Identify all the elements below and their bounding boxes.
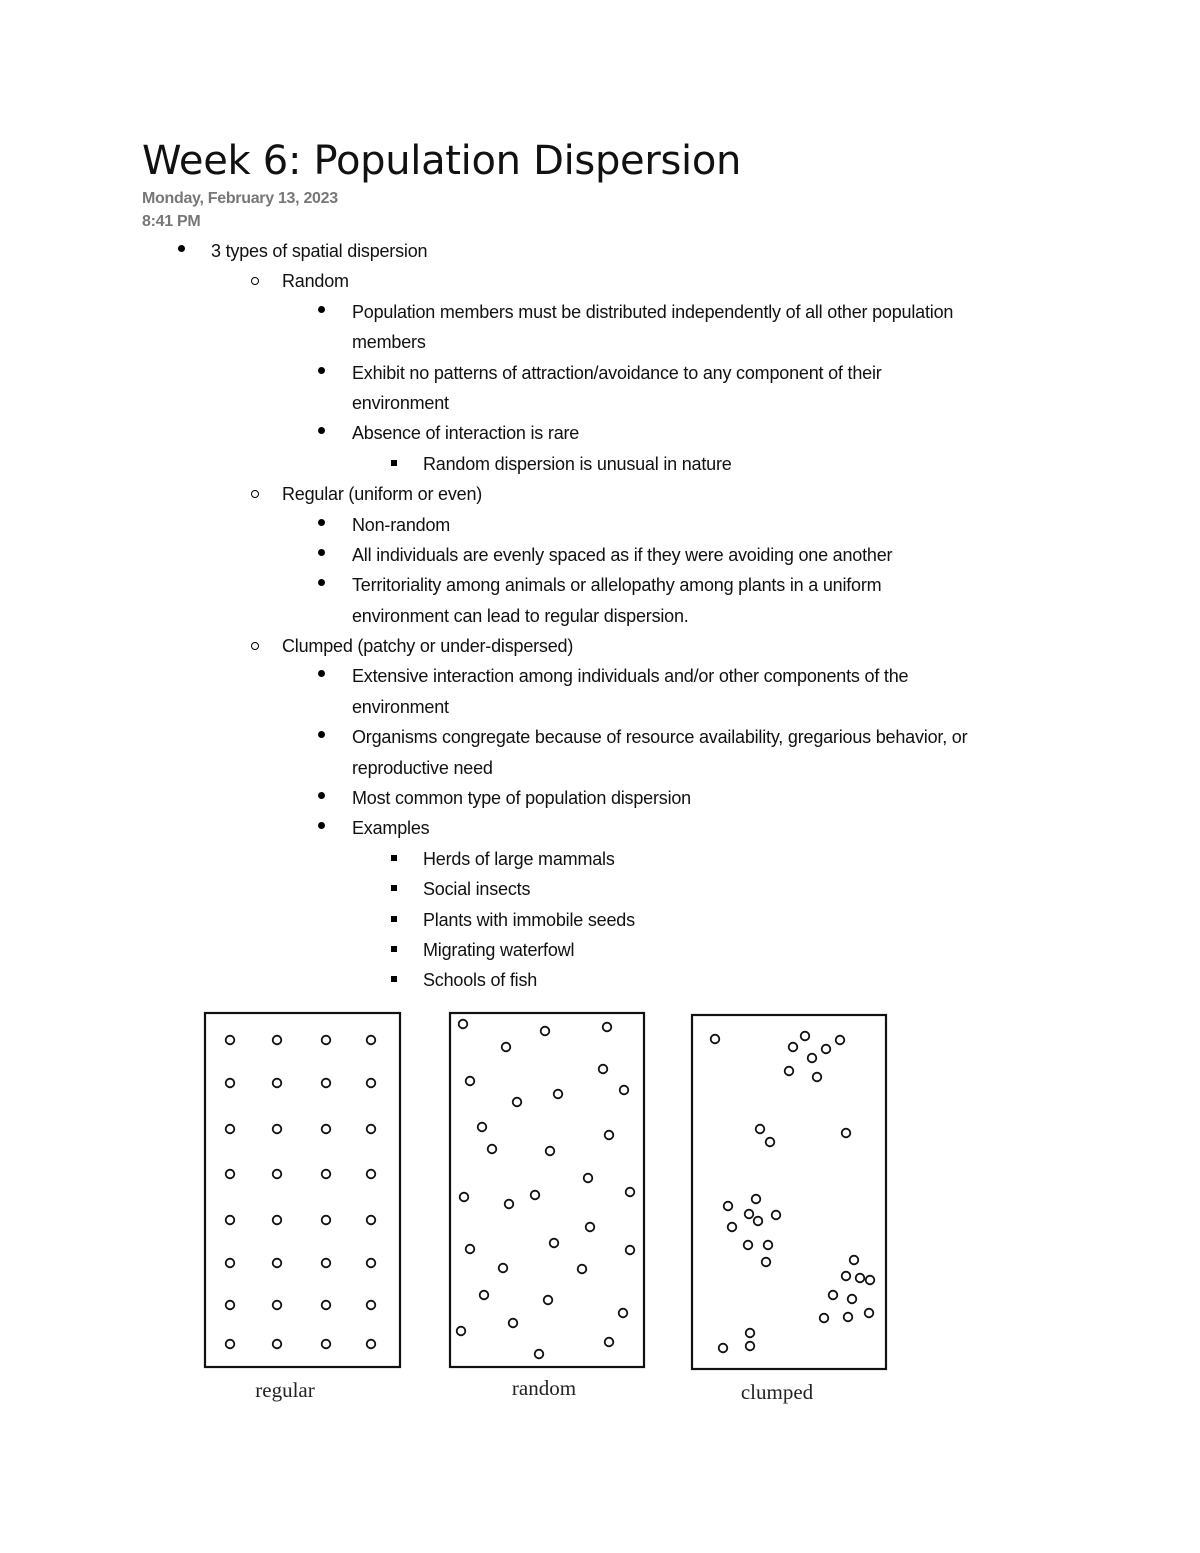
- outline-text: Organisms congregate because of resource availability, gregarious behavior, or: [352, 727, 968, 748]
- outline-text: Population members must be distributed independently of all other population: [352, 301, 954, 322]
- individual-dot: [578, 1265, 587, 1274]
- individual-dot: [460, 1193, 469, 1202]
- individual-dot: [531, 1191, 540, 1200]
- outline-text: Most common type of population dispersion: [352, 788, 691, 809]
- individual-dot: [865, 1309, 874, 1318]
- individual-dot: [226, 1170, 235, 1179]
- individual-dot: [728, 1223, 737, 1232]
- note-time: 8:41 PM: [142, 213, 201, 230]
- outline-text: Social insects: [423, 879, 531, 900]
- individual-dot: [605, 1131, 614, 1140]
- individual-dot: [544, 1296, 553, 1305]
- individual-dot: [273, 1125, 282, 1134]
- individual-dot: [836, 1036, 845, 1045]
- clumped-panel: [692, 1015, 886, 1369]
- individual-dot: [480, 1291, 489, 1300]
- outline-text: All individuals are evenly spaced as if they were avoiding one another: [352, 544, 893, 565]
- individual-dot: [226, 1259, 235, 1268]
- outline-text: Schools of fish: [423, 970, 538, 991]
- individual-dot: [724, 1202, 733, 1211]
- individual-dot: [273, 1301, 282, 1310]
- outline-text: Herds of large mammals: [423, 848, 615, 869]
- individual-dot: [367, 1301, 376, 1310]
- individual-dot: [866, 1276, 875, 1285]
- individual-dot: [273, 1079, 282, 1088]
- individual-dot: [322, 1079, 331, 1088]
- individual-dot: [766, 1138, 775, 1147]
- panel-frame: [450, 1013, 644, 1367]
- individual-dot: [226, 1301, 235, 1310]
- individual-dot: [844, 1313, 853, 1322]
- individual-dot: [626, 1188, 635, 1197]
- individual-dot: [745, 1210, 754, 1219]
- individual-dot: [273, 1036, 282, 1045]
- individual-dot: [322, 1340, 331, 1349]
- individual-dot: [513, 1098, 522, 1107]
- individual-dot: [848, 1295, 857, 1304]
- outline-text: Regular (uniform or even): [282, 484, 483, 505]
- individual-dot: [744, 1241, 753, 1250]
- individual-dot: [367, 1170, 376, 1179]
- individual-dot: [505, 1200, 514, 1209]
- individual-dot: [842, 1129, 851, 1138]
- individual-dot: [478, 1123, 487, 1132]
- outline-text: Migrating waterfowl: [423, 939, 575, 960]
- individual-dot: [535, 1350, 544, 1359]
- individual-dot: [586, 1223, 595, 1232]
- individual-dot: [367, 1079, 376, 1088]
- individual-dot: [808, 1054, 817, 1063]
- caption-regular: regular: [255, 1378, 315, 1402]
- outline-text: Examples: [352, 818, 430, 839]
- individual-dot: [226, 1036, 235, 1045]
- individual-dot: [820, 1314, 829, 1323]
- individual-dot: [322, 1125, 331, 1134]
- individual-dot: [488, 1145, 497, 1154]
- panel-frame: [205, 1013, 400, 1367]
- individual-dot: [457, 1327, 466, 1336]
- individual-dot: [367, 1125, 376, 1134]
- individual-dot: [466, 1077, 475, 1086]
- individual-dot: [273, 1259, 282, 1268]
- individual-dot: [584, 1174, 593, 1183]
- individual-dot: [785, 1067, 794, 1076]
- regular-panel: [205, 1013, 400, 1367]
- individual-dot: [813, 1073, 822, 1082]
- outline-text: members: [352, 332, 426, 353]
- individual-dot: [626, 1246, 635, 1255]
- individual-dot: [367, 1340, 376, 1349]
- note-date: Monday, February 13, 2023: [142, 190, 338, 207]
- individual-dot: [367, 1216, 376, 1225]
- individual-dot: [856, 1274, 865, 1283]
- individual-dot: [603, 1023, 612, 1032]
- individual-dot: [273, 1216, 282, 1225]
- outline-text: Plants with immobile seeds: [423, 909, 635, 930]
- individual-dot: [541, 1027, 550, 1036]
- individual-dot: [367, 1259, 376, 1268]
- individual-dot: [719, 1344, 728, 1353]
- page-title: Week 6: Population Dispersion: [142, 138, 742, 184]
- individual-dot: [619, 1309, 628, 1318]
- individual-dot: [850, 1256, 859, 1265]
- individual-dot: [322, 1301, 331, 1310]
- outline-text: environment: [352, 696, 449, 717]
- individual-dot: [822, 1045, 831, 1054]
- individual-dot: [762, 1258, 771, 1267]
- individual-dot: [599, 1065, 608, 1074]
- outline-text: 3 types of spatial dispersion: [211, 241, 428, 261]
- individual-dot: [546, 1147, 555, 1156]
- outline-text: Absence of interaction is rare: [352, 423, 580, 444]
- individual-dot: [754, 1217, 763, 1226]
- individual-dot: [502, 1043, 511, 1052]
- individual-dot: [226, 1216, 235, 1225]
- individual-dot: [829, 1291, 838, 1300]
- individual-dot: [459, 1020, 468, 1029]
- individual-dot: [367, 1036, 376, 1045]
- individual-dot: [746, 1329, 755, 1338]
- individual-dot: [605, 1338, 614, 1347]
- individual-dot: [226, 1340, 235, 1349]
- individual-dot: [711, 1035, 720, 1044]
- individual-dot: [752, 1195, 761, 1204]
- outline-text: Random dispersion is unusual in nature: [423, 453, 732, 474]
- random-panel: [450, 1013, 644, 1367]
- individual-dot: [499, 1264, 508, 1273]
- individual-dot: [554, 1090, 563, 1099]
- outline-text: Extensive interaction among individuals and/or other components of the: [352, 666, 909, 687]
- individual-dot: [550, 1239, 559, 1248]
- outline-text: Territoriality among animals or allelopathy among plants in a uniform: [352, 575, 882, 596]
- individual-dot: [322, 1036, 331, 1045]
- individual-dot: [466, 1245, 475, 1254]
- outline-text: Exhibit no patterns of attraction/avoidance to any component of their: [352, 362, 882, 383]
- individual-dot: [322, 1216, 331, 1225]
- individual-dot: [789, 1043, 798, 1052]
- individual-dot: [273, 1340, 282, 1349]
- outline-text: Non-random: [352, 514, 451, 535]
- outline-text: Random: [282, 271, 349, 292]
- caption-random: random: [511, 1376, 577, 1400]
- caption-clumped: clumped: [740, 1380, 814, 1404]
- individual-dot: [746, 1342, 755, 1351]
- individual-dot: [620, 1086, 629, 1095]
- outline-text: environment: [352, 392, 449, 413]
- individual-dot: [764, 1241, 773, 1250]
- individual-dot: [509, 1319, 518, 1328]
- individual-dot: [772, 1211, 781, 1220]
- individual-dot: [842, 1272, 851, 1281]
- outline-text: Clumped (patchy or under-dispersed): [282, 636, 574, 657]
- outline-text: reproductive need: [352, 757, 493, 778]
- individual-dot: [322, 1170, 331, 1179]
- individual-dot: [322, 1259, 331, 1268]
- individual-dot: [226, 1125, 235, 1134]
- individual-dot: [801, 1032, 810, 1041]
- individual-dot: [273, 1170, 282, 1179]
- individual-dot: [756, 1125, 765, 1134]
- individual-dot: [226, 1079, 235, 1088]
- panel-frame: [692, 1015, 886, 1369]
- outline-text: environment can lead to regular dispersion.: [352, 605, 689, 626]
